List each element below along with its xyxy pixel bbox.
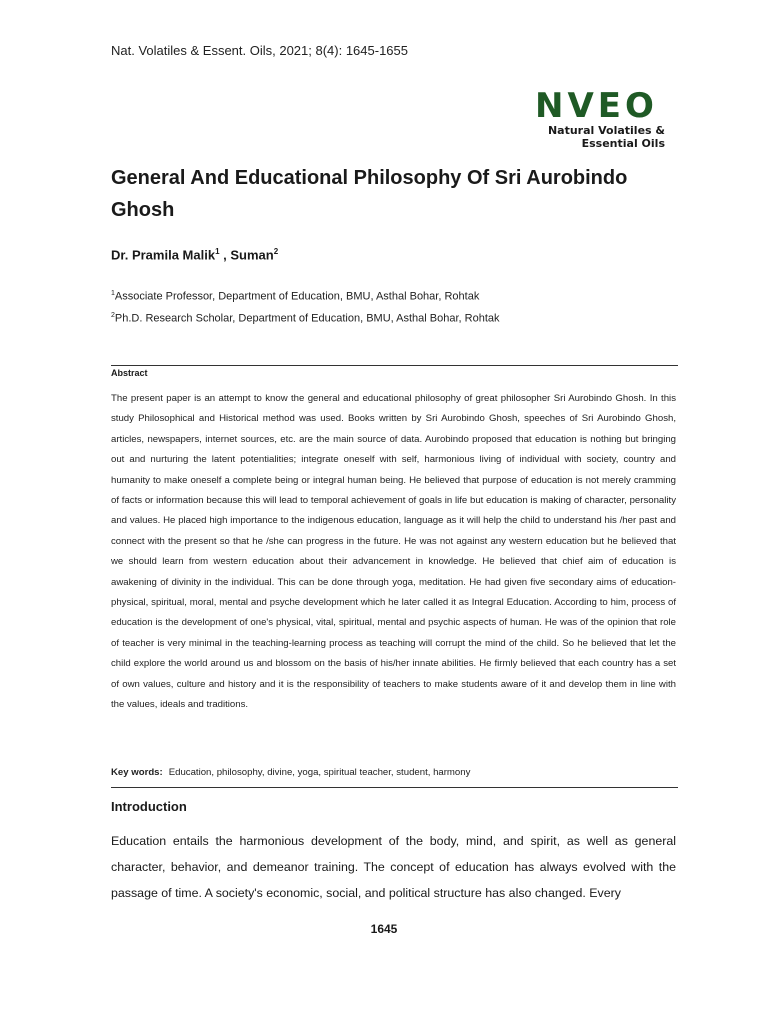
introduction-text: Education entails the harmonious development of the body, mind, and spirit, as well as general character, behavior, and demeanor training. The concept of education has always evolved with the passage of time. A society's economic, social, and political structure has also changed. Every [111, 834, 676, 900]
affiliation-2 [111, 312, 500, 325]
abstract-text: The present paper is an attempt to know the general and educational philosophy of great philosopher Sri Aurobindo Ghosh. In this study Philosophical and Historical method was used. Books written by Sri Aurobindo Ghosh, speeches of Sri Aurobindo Ghosh, articles, newspapers, internet sources, etc. are the main source of data. Aurobindo proposed that education is nothing but bringing out and nurturing the latent potentialities; integrate oneself with self, harmonious living of individual with society, country and humanity to make oneself a complete being or integral human being. He believed that purpose of education is not merely cramming of facts or information because this will lead to temporal achievement of goals in life but education is making of character, personality and values. He placed high importance to the indigenous education, language as it will help the child to understand his /her past and connect with the present so that he /she can progress in the future. He was not against any western education but he believed that we should learn from western education about their advancement in knowledge. He believed that chief aim of education is awakening of divinity in the individual. This can be done through yoga, meditation. He had given five secondary aims of education- physical, spiritual, moral, mental and psyche development which he later called it as Integral Education. According to him, process of education is the development of one's physical, vital, spiritual, mental and psychic aspects of human. He was of the opinion that role of teacher is very minimal in the teaching-learning process as teaching will corrupt the mind of the child. So he believed that let the child explore the world around us and blossom on the basis of his/her innate abilities. He firmly believed that each country has a set of own values, culture and history and it is the responsibility of teachers to make students aware of it and develop them in line with the values, ideals and traditions. [111, 393, 676, 711]
affiliation-marker: 1 [111, 290, 115, 297]
affiliation-marker: 2 [111, 312, 115, 319]
abstract-bottom-divider [111, 787, 678, 788]
introduction-heading: Introduction [111, 799, 187, 814]
logo-wordmark: NVEO [535, 86, 658, 126]
author-name: Dr. Pramila Malik [111, 247, 216, 263]
affiliation-text: Ph.D. Research Scholar, Department of Education, BMU, Asthal Bohar, Rohtak [114, 312, 500, 325]
author-list [111, 247, 278, 262]
page-number: 1645 [370, 922, 398, 936]
abstract-heading: Abstract [111, 368, 148, 378]
keywords-label: Key words: [111, 767, 163, 778]
author-affiliation-marker: 1 [215, 247, 220, 256]
journal-logo [535, 88, 675, 150]
author-affiliation-marker: 2 [273, 247, 279, 256]
article-title: General And Educational Philosophy Of Sri Aurobindo Ghosh [111, 167, 628, 221]
logo-subtitle-line1: Natural Volatiles & [547, 124, 665, 137]
abstract-top-divider [111, 365, 678, 366]
journal-citation: Nat. Volatiles & Essent. Oils, 2021; 8(4): 1645-1655 [111, 43, 409, 58]
keywords-text: Education, philosophy, divine, yoga, spiritual teacher, student, harmony [168, 767, 471, 778]
logo-subtitle-line2: Essential Oils [581, 137, 665, 150]
author-separator: , [219, 247, 231, 263]
affiliation-1 [111, 290, 479, 303]
affiliation-text: Associate Professor, Department of Education, BMU, Asthal Bohar, Rohtak [114, 290, 480, 303]
keywords [111, 767, 470, 778]
author-name: Suman [230, 247, 274, 263]
